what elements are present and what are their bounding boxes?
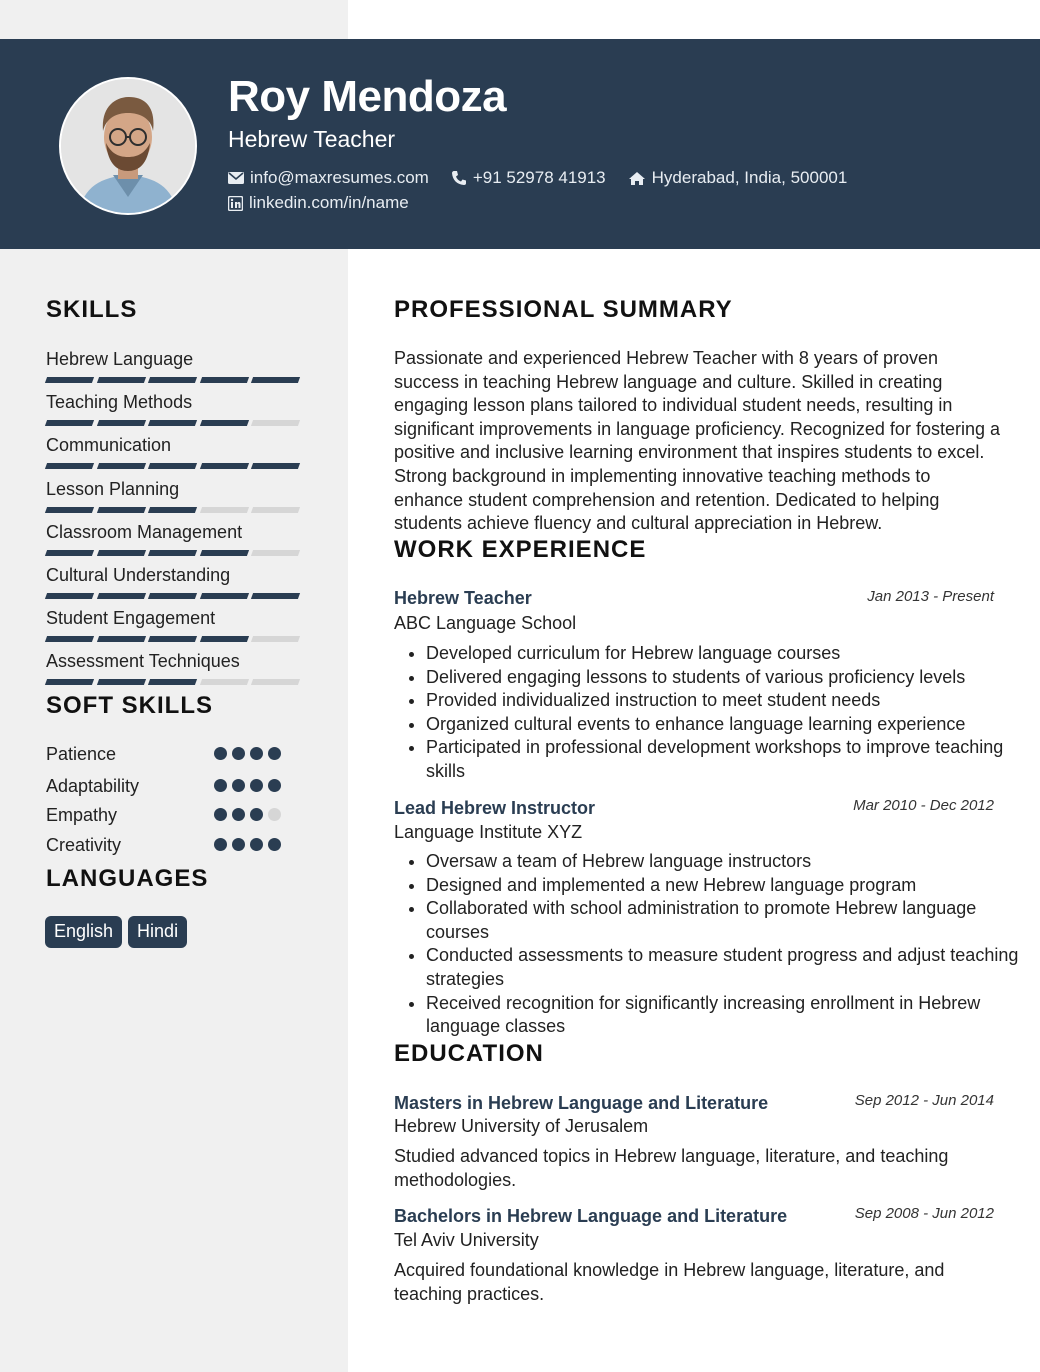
soft-skill-item	[46, 835, 296, 859]
rating-dot	[250, 779, 263, 792]
skill-level-bar	[46, 679, 306, 685]
experience-heading: WORK EXPERIENCE	[394, 536, 647, 563]
skill-item	[46, 607, 306, 642]
skill-level-segment	[96, 550, 145, 556]
job-title: Lead Hebrew Instructor	[394, 798, 596, 818]
contact-row-2	[228, 193, 431, 213]
school-name: Tel Aviv University	[394, 1230, 539, 1250]
job-bullet: • Collaborated with school administration to promote Hebrew language courses	[426, 897, 1036, 944]
skill-level-bar	[46, 507, 306, 513]
soft-skill-label: Patience	[46, 744, 117, 764]
skill-level-segment	[148, 593, 197, 599]
skill-level-bar	[46, 636, 306, 642]
skill-level-segment	[199, 550, 248, 556]
language-pill: English	[45, 916, 122, 948]
skill-level-segment	[45, 420, 94, 426]
degree-date: Sep 2008 - Jun 2012	[854, 1205, 994, 1222]
envelope-icon	[228, 172, 244, 184]
skill-level-segment	[96, 377, 145, 383]
skill-level-bar	[46, 420, 306, 426]
resume-header	[0, 39, 1040, 249]
job-bullet: • Developed curriculum for Hebrew language courses	[426, 642, 1036, 666]
school-name: Hebrew University of Jerusalem	[394, 1116, 649, 1136]
job-date: Jan 2013 - Present	[867, 588, 994, 605]
skill-level-segment	[45, 463, 94, 469]
degree-title: Masters in Hebrew Language and Literature	[394, 1093, 769, 1113]
education-heading: EDUCATION	[394, 1040, 544, 1067]
skill-level-segment	[96, 420, 145, 426]
skill-level-segment	[199, 420, 248, 426]
phone-icon	[451, 170, 467, 186]
skill-label: Hebrew Language	[46, 349, 194, 369]
skill-level-segment	[148, 463, 197, 469]
skill-level-segment	[45, 636, 94, 642]
skill-level-segment	[148, 550, 197, 556]
rating-dot	[250, 838, 263, 851]
job-bullet: • Organized cultural events to enhance language learning experience	[426, 713, 1036, 737]
soft-skill-rating	[214, 747, 286, 760]
rating-dot	[250, 747, 263, 760]
candidate-name: Roy Mendoza	[228, 72, 507, 121]
degree-description: Studied advanced topics in Hebrew language, literature, and teaching methodologies.	[394, 1146, 949, 1190]
languages-heading: LANGUAGES	[46, 865, 209, 892]
soft-skill-rating	[214, 808, 286, 821]
skill-level-segment	[148, 377, 197, 383]
rating-dot	[232, 779, 245, 792]
skill-level-segment	[45, 593, 94, 599]
soft-skill-item	[46, 805, 296, 829]
skill-level-segment	[199, 636, 248, 642]
contact-row	[228, 168, 869, 188]
skill-level-segment	[96, 679, 145, 685]
languages-list	[45, 916, 193, 948]
skill-level-segment	[148, 507, 197, 513]
rating-dot	[214, 808, 227, 821]
soft-skills-heading: SOFT SKILLS	[46, 692, 213, 719]
job-bullet: • Conducted assessments to measure student progress and adjust teaching strategies	[426, 944, 1036, 991]
soft-skill-item	[46, 776, 296, 800]
job-bullet: • Designed and implemented a new Hebrew language program	[426, 874, 1036, 898]
skill-level-segment	[251, 636, 300, 642]
skill-level-segment	[251, 420, 300, 426]
skill-level-segment	[199, 593, 248, 599]
rating-dot	[214, 838, 227, 851]
degree-title: Bachelors in Hebrew Language and Literature	[394, 1206, 788, 1226]
skill-level-segment	[251, 507, 300, 513]
skill-level-segment	[199, 507, 248, 513]
job-title: Hebrew Teacher	[394, 588, 532, 608]
soft-skill-rating	[214, 838, 286, 851]
skill-label: Assessment Techniques	[46, 651, 240, 672]
skill-label: Student Engagement	[46, 608, 216, 629]
degree-description: Acquired foundational knowledge in Hebrew language, literature, and teaching practices.	[394, 1260, 945, 1304]
summary-heading: PROFESSIONAL SUMMARY	[394, 296, 733, 323]
skill-item	[46, 391, 306, 426]
skill-label: Teaching Methods	[46, 392, 193, 413]
skill-level-segment	[251, 550, 300, 556]
contact-location	[628, 168, 848, 188]
home-icon	[628, 171, 646, 186]
skill-item	[46, 650, 306, 685]
skill-item	[46, 564, 306, 599]
job-bullets	[394, 850, 1036, 1039]
skill-level-segment	[96, 593, 145, 599]
candidate-role: Hebrew Teacher	[228, 126, 396, 152]
profile-photo	[61, 79, 195, 213]
email-text: info@maxresumes.com	[250, 168, 429, 187]
skill-item	[46, 348, 306, 383]
rating-dot	[268, 838, 281, 851]
rating-dot	[214, 747, 227, 760]
skill-level-segment	[148, 420, 197, 426]
job-bullet: • Provided individualized instruction to meet student needs	[426, 689, 1036, 713]
summary-text: Passionate and experienced Hebrew Teacher with 8 years of proven success in teaching Hebrew language and culture. Skilled in creating engaging lesson plans tailored to individual student needs, resulting in significant improvements in language proficiency. Recognized for fostering a positive and inclusive learning environment that inspires students to excel. Strong background in implementing innovative teaching methods to enhance student comprehension and retention. Dedicated to helping students achieve fluency and cultural appreciation in Hebrew.	[394, 348, 1000, 534]
job-org: Language Institute XYZ	[394, 822, 583, 842]
avatar	[59, 77, 197, 215]
job-bullet: • Received recognition for significantly increasing enrollment in Hebrew language classes	[426, 992, 1036, 1039]
rating-dot	[214, 779, 227, 792]
linkedin-icon	[228, 196, 243, 211]
skill-level-segment	[199, 463, 248, 469]
job-bullets	[394, 642, 1036, 784]
skill-level-segment	[45, 550, 94, 556]
soft-skill-rating	[214, 779, 286, 792]
rating-dot	[250, 808, 263, 821]
rating-dot	[232, 747, 245, 760]
skill-level-segment	[45, 377, 94, 383]
skill-level-segment	[199, 377, 248, 383]
skill-level-bar	[46, 593, 306, 599]
skill-item	[46, 434, 306, 469]
soft-skill-label: Adaptability	[46, 776, 140, 796]
skill-item	[46, 478, 306, 513]
skill-level-bar	[46, 550, 306, 556]
location-text: Hyderabad, India, 500001	[651, 168, 848, 187]
skill-level-segment	[45, 507, 94, 513]
contact-phone[interactable]	[451, 168, 606, 188]
job-bullet: • Delivered engaging lessons to students of various proficiency levels	[426, 666, 1036, 690]
skill-level-segment	[251, 593, 300, 599]
skill-level-segment	[251, 377, 300, 383]
skill-level-segment	[96, 507, 145, 513]
skill-label: Classroom Management	[46, 521, 243, 542]
degree-date: Sep 2012 - Jun 2014	[854, 1092, 994, 1109]
skill-label: Lesson Planning	[46, 478, 180, 499]
rating-dot	[232, 808, 245, 821]
skill-level-segment	[96, 463, 145, 469]
rating-dot	[268, 808, 281, 821]
soft-skill-label: Empathy	[46, 805, 118, 825]
job-bullet: • Participated in professional development workshops to improve teaching skills	[426, 736, 1036, 783]
skill-level-segment	[148, 679, 197, 685]
skill-label: Cultural Understanding	[46, 565, 231, 585]
skill-label: Communication	[46, 435, 172, 456]
skill-level-segment	[251, 463, 300, 469]
contact-email[interactable]	[228, 168, 429, 188]
linkedin-text: linkedin.com/in/name	[249, 193, 409, 212]
phone-text: +91 52978 41913	[472, 168, 606, 187]
skill-level-segment	[45, 679, 94, 685]
skill-level-segment	[148, 636, 197, 642]
skills-heading: SKILLS	[46, 296, 138, 323]
rating-dot	[232, 838, 245, 851]
skill-level-bar	[46, 377, 306, 383]
skill-level-segment	[199, 679, 248, 685]
skill-item	[46, 521, 306, 556]
language-pill: Hindi	[128, 916, 187, 948]
soft-skill-item	[46, 744, 296, 768]
skill-level-segment	[251, 679, 300, 685]
rating-dot	[268, 747, 281, 760]
rating-dot	[268, 779, 281, 792]
job-date: Mar 2010 - Dec 2012	[853, 797, 994, 814]
contact-linkedin[interactable]	[228, 193, 409, 213]
job-bullet: • Oversaw a team of Hebrew language instructors	[426, 850, 1036, 874]
job-org: ABC Language School	[394, 613, 577, 633]
skill-level-segment	[96, 636, 145, 642]
soft-skill-label: Creativity	[46, 835, 122, 855]
skill-level-bar	[46, 463, 306, 469]
